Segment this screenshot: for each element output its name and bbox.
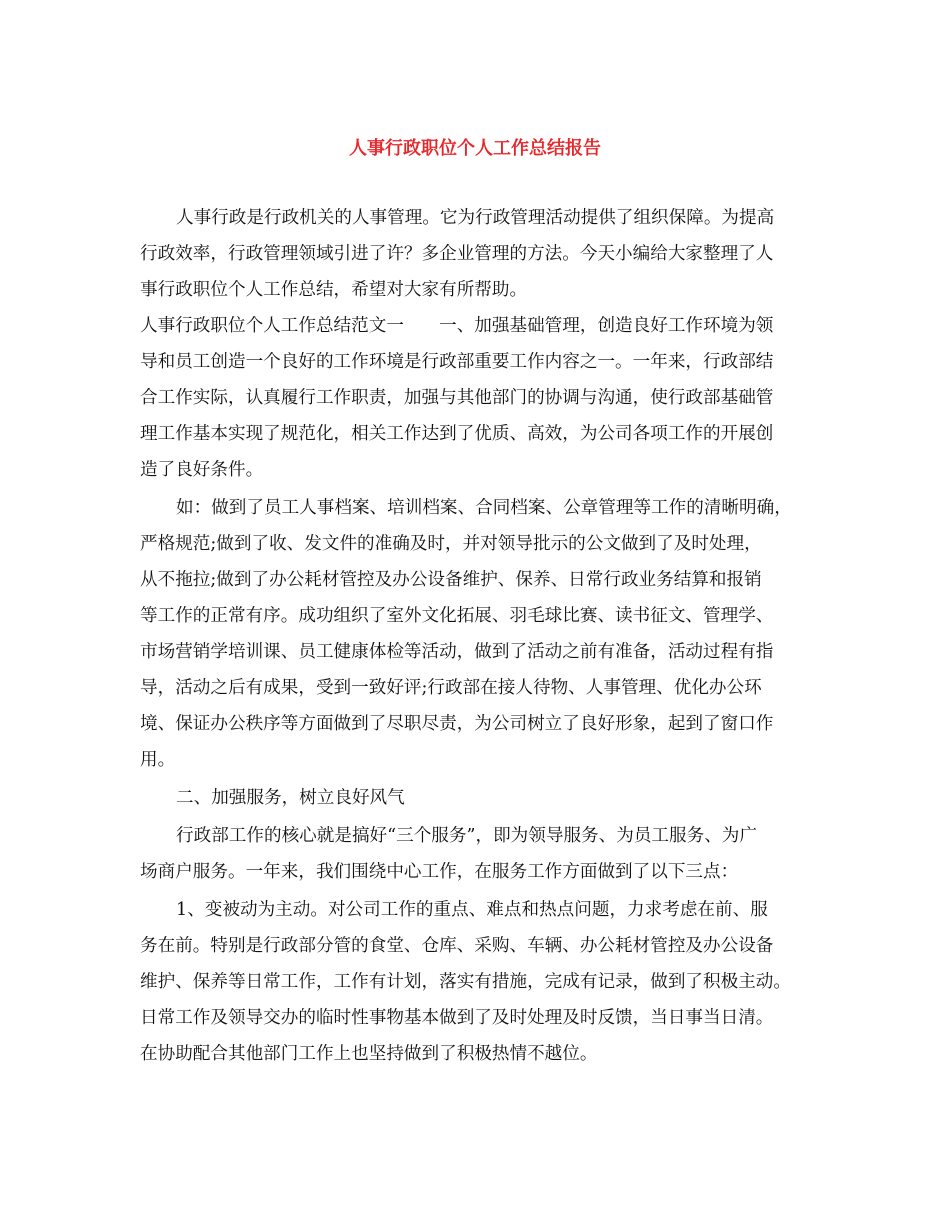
paragraph-line: 日常工作及领导交办的临时性事物基本做到了及时处理及时反馈，当日事当日清。 bbox=[140, 1008, 774, 1028]
paragraph-line: 导和员工创造一个良好的工作环境是行政部重要工作内容之一。一年来，行政部结 bbox=[140, 352, 774, 372]
paragraph-line: 在协助配合其他部门工作上也坚持做到了积极热情不越位。 bbox=[140, 1044, 598, 1064]
paragraph-line: 维护、保养等日常工作，工作有计划，落实有措施，完成有记录，做到了积极主动。 bbox=[140, 972, 791, 992]
paragraph-line: 境、保证办公秩序等方面做到了尽职尽责，为公司树立了良好形象，起到了窗口作 bbox=[140, 714, 774, 734]
section-heading: 二、加强服务，树立良好风气 bbox=[176, 788, 405, 808]
paragraph-line: 事行政职位个人工作总结，希望对大家有所帮助。 bbox=[140, 280, 528, 300]
paragraph-line: 合工作实际，认真履行工作职责，加强与其他部门的协调与沟通，使行政部基础管 bbox=[140, 388, 774, 408]
paragraph-line: 行政效率，行政管理领域引进了许？多企业管理的方法。今天小编给大家整理了人 bbox=[140, 244, 774, 264]
paragraph-line: 如：做到了员工人事档案、培训档案、合同档案、公章管理等工作的清晰明确， bbox=[176, 498, 792, 518]
paragraph-line: 理工作基本实现了规范化，相关工作达到了优质、高效，为公司各项工作的开展创 bbox=[140, 424, 774, 444]
paragraph-line: 行政部工作的核心就是搞好“三个服务”，即为领导服务、为员工服务、为广 bbox=[176, 826, 757, 846]
paragraph-line: 造了良好条件。 bbox=[140, 460, 264, 480]
paragraph-line: 人事行政是行政机关的人事管理。它为行政管理活动提供了组织保障。为提高 bbox=[176, 208, 775, 228]
paragraph-line: 用。 bbox=[140, 750, 176, 770]
paragraph-line: 场商户服务。一年来，我们围绕中心工作，在服务工作方面做到了以下三点： bbox=[140, 862, 739, 882]
paragraph-line: 严格规范;做到了收、发文件的准确及时，并对领导批示的公文做到了及时处理， bbox=[140, 534, 762, 554]
paragraph-line: 导，活动之后有成果，受到一致好评;行政部在接人待物、人事管理、优化办公环 bbox=[140, 678, 762, 698]
paragraph-line: 市场营销学培训课、员工健康体检等活动，做到了活动之前有准备，活动过程有指 bbox=[140, 642, 774, 662]
paragraph-line: 从不拖拉;做到了办公耗材管控及办公设备维护、保养、日常行政业务结算和报销 bbox=[140, 570, 762, 590]
paragraph-line: 等工作的正常有序。成功组织了室外文化拓展、羽毛球比赛、读书征文、管理学、 bbox=[140, 606, 774, 626]
paragraph-line: 1、变被动为主动。对公司工作的重点、难点和热点问题，力求考虑在前、服 bbox=[176, 900, 768, 920]
paragraph-line: 人事行政职位个人工作总结范文一 一、加强基础管理，创造良好工作环境为领 bbox=[140, 316, 774, 336]
document-title: 人事行政职位个人工作总结报告 bbox=[349, 138, 601, 159]
paragraph-line: 务在前。特别是行政部分管的食堂、仓库、采购、车辆、办公耗材管控及办公设备 bbox=[140, 936, 774, 956]
